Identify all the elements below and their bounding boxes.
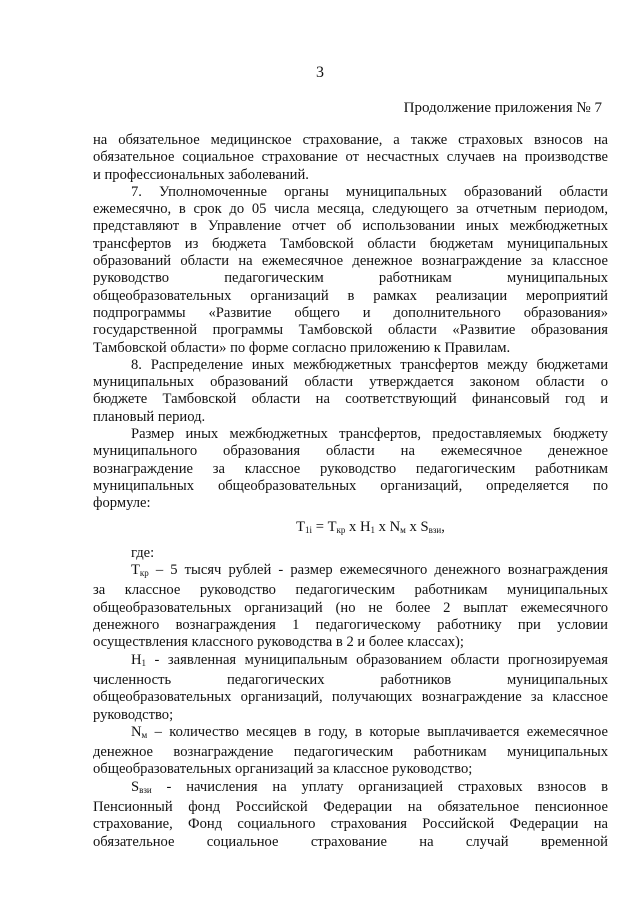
continuation-label: Продолжение приложения № 7 — [403, 100, 602, 116]
text-line: общеобразовательных организаций, получающих вознаграждение за классное — [93, 689, 608, 706]
text-line: руководство педагогическим работникам муниципальных — [93, 270, 608, 287]
text-line: государственной программы Тамбовской области «Развитие образования — [93, 322, 608, 339]
text-line: общеобразовательных организаций в рамках реализации мероприятий — [93, 287, 608, 304]
text-line: образований области на ежемесячное денежное вознаграждение за классное — [93, 253, 608, 270]
text-line: руководство; — [93, 706, 174, 723]
where-label: где: — [131, 544, 155, 561]
text-line: 8. Распределение иных межбюджетных трансфертов между бюджетами — [131, 356, 608, 373]
text-line: обязательное социальное страхование от несчастных случаев на производстве — [93, 149, 608, 166]
definition-tkr — [93, 562, 608, 651]
formula: $Т_{1i} = Т_{кр}$ x $Н_1$ x $N_м$ x $S_{взи}$, — [296, 518, 445, 535]
text-line: страхование, Фонд социального страхования Российской Федерации на — [93, 816, 608, 833]
paragraph-7 — [93, 184, 608, 357]
text-line: на обязательное медицинское страхование, а также страховых взносов на — [93, 132, 608, 148]
definition-h1 — [93, 652, 608, 724]
text-line: ежемесячно, в срок до 05 числа месяца, следующего за отчетным периодом, — [93, 201, 608, 218]
text-line: муниципальных образований области утверждается законом области о — [93, 374, 608, 391]
text-line: денежное вознаграждение педагогическим работникам муниципальных — [93, 744, 608, 761]
text-line: $Н_1$ - заявленная муниципальным образованием области прогнозируемая — [131, 651, 608, 668]
text-line: общеобразовательных организаций (но не более 2 выплат ежемесячного — [93, 599, 608, 616]
paragraph-continued — [93, 132, 608, 184]
paragraph-8 — [93, 357, 608, 426]
text-line: и профессиональных заболеваний. — [93, 166, 309, 183]
text-line: плановый период. — [93, 408, 206, 425]
text-line: 7. Уполномоченные органы муниципальных образований области — [131, 183, 608, 200]
text-line: Пенсионный фонд Российской Федерации на обязательное пенсионное — [93, 798, 608, 815]
text-line: бюджете Тамбовской области на соответствующий финансовый год и — [93, 391, 608, 408]
text-line: муниципального образования области на ежемесячное денежное — [93, 443, 608, 460]
text-line: за классное руководство педагогическим работникам муниципальных — [93, 582, 608, 599]
text-line: муниципальных общеобразовательных организаций, определяется по — [93, 477, 608, 494]
text-line: формуле: — [93, 495, 151, 512]
text-line: Размер иных межбюджетных трансфертов, предоставляемых бюджету — [131, 426, 608, 443]
text-line: Тамбовской области» по форме согласно приложению к Правилам. — [93, 339, 511, 356]
text-line: $S_{взи}$ - начисления на уплату организацией страховых взносов в — [131, 778, 608, 795]
text-line: общеобразовательных организаций за классное руководство; — [93, 761, 473, 778]
text-line: вознаграждение за классное руководство педагогическим работникам — [93, 460, 608, 477]
text-line: численность педагогических работников муниципальных — [93, 671, 608, 688]
text-line: трансфертов из бюджета Тамбовской области бюджетам муниципальных — [93, 235, 608, 252]
definition-nm — [93, 724, 608, 779]
text-line: подпрограммы «Развитие общего и дополнительного образования» — [93, 304, 608, 321]
text-line: осуществления классного руководства в 2 и более классах); — [93, 634, 464, 651]
text-line: денежного вознаграждения 1 педагогическому работнику при условии — [93, 617, 608, 634]
definition-svzi — [93, 779, 608, 851]
text-line: представляют в Управление отчет об использовании иных межбюджетных — [93, 218, 608, 235]
page-number: 3 — [316, 64, 324, 81]
text-line: обязательное социальное страхование на случай временной — [93, 833, 608, 850]
text-line: $N_м$ – количество месяцев в году, в которые выплачивается ежемесячное — [131, 723, 608, 740]
document-body — [93, 132, 608, 851]
paragraph-9 — [93, 426, 608, 512]
text-line: $Т_{кр} - 5$ тысяч рублей - размер ежемесячного денежного вознаграждения — [131, 562, 608, 579]
